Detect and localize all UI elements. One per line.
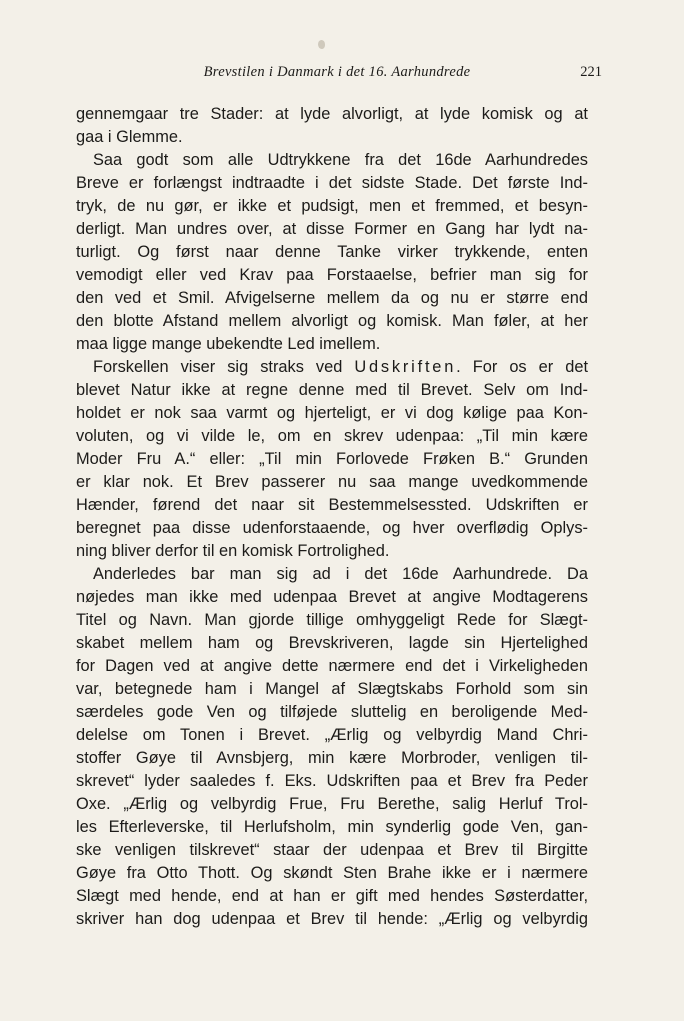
text-line: Hænder, førend det naar sit Bestemmelsessted. Udskriften er: [76, 496, 588, 514]
text-line: var, betegnede ham i Mangel af Slægtskabs Forhold som sin: [76, 680, 588, 698]
text-line: Slægt med hende, end at han er gift med hendes Søsterdatter,: [76, 887, 588, 905]
text-line: [76, 356, 588, 379]
body-text: [76, 103, 588, 931]
text-line: skabet mellem ham og Brevskriveren, lagde sin Hjertelighed: [76, 634, 588, 652]
text-line: den blotte Afstand mellem alvorligt og komisk. Man føler, at her: [76, 312, 588, 330]
text-line: derligt. Man undres over, at disse Former en Gang har lydt na-: [76, 220, 588, 238]
text-line: holdet er nok saa varmt og hjerteligt, er vi dog kølige paa Kon-: [76, 404, 588, 422]
text-line: ning bliver derfor til en komisk Fortrolighed.: [76, 542, 390, 560]
page-header: [72, 64, 602, 86]
text-line: turligt. Og først naar denne Tanke virker trykkende, enten: [76, 243, 588, 261]
text-line: skriver han dog udenpaa et Brev til hende: „Ærlig og velbyrdig: [76, 910, 588, 928]
text-line: den ved et Smil. Afvigelserne mellem da og nu er større end: [76, 289, 588, 307]
text-segment: Forskellen viser sig straks ved: [93, 358, 355, 376]
text-line: Titel og Navn. Man gjorde tillige omhyggeligt Rede for Slægt-: [76, 611, 588, 629]
text-line: ske venligen tilskrevet“ staar der udenpaa et Brev til Birgitte: [76, 841, 588, 859]
text-line: beregnet paa disse udenforstaaende, og hver overflødig Oplys-: [76, 519, 588, 537]
text-line: skrevet“ lyder saaledes f. Eks. Udskriften paa et Brev fra Peder: [76, 772, 588, 790]
page-number: 221: [580, 64, 602, 80]
text-line: les Efterleverske, til Herlufsholm, min synderlig gode Ven, gan-: [76, 818, 588, 836]
text-line: tryk, de nu gør, er ikke et pudsigt, men et fremmed, et besyn-: [76, 197, 588, 215]
text-line: stoffer Gøye til Avnsbjerg, min kære Morbroder, venligen til-: [76, 749, 588, 767]
running-title: Brevstilen i Danmark i det 16. Aarhundrede: [203, 64, 471, 80]
text-line: Oxe. „Ærlig og velbyrdig Frue, Fru Berethe, salig Herluf Trol-: [76, 795, 588, 813]
text-line: Moder Fru A.“ eller: „Til min Forlovede Frøken B.“ Grunden: [76, 450, 588, 468]
text-line: særdeles gode Ven og tilføjede sluttelig en beroligende Med-: [76, 703, 588, 721]
text-line: Breve er forlængst indtraadte i det sidste Stade. Det første Ind-: [76, 174, 588, 192]
paper-speck: [318, 40, 325, 49]
text-line: nøjedes man ikke med udenpaa Brevet at angive Modtagerens: [76, 588, 588, 606]
text-line: maa ligge mange ubekendte Led imellem.: [76, 335, 381, 353]
text-line: er klar nok. Et Brev passerer nu saa mange uvedkommende: [76, 473, 588, 491]
text-line: voluten, og vi vilde le, om en skrev udenpaa: „Til min kære: [76, 427, 588, 445]
text-line: Saa godt som alle Udtrykkene fra det 16de Aarhundredes: [93, 151, 588, 169]
text-segment: . For os er det: [456, 358, 589, 376]
text-line: blevet Natur ikke at regne denne med til Brevet. Selv om Ind-: [76, 381, 588, 399]
spaced-emphasis: Udskriften: [354, 358, 457, 376]
text-line: for Dagen ved at angive dette nærmere end det i Virkeligheden: [76, 657, 588, 675]
text-line: gaa i Glemme.: [76, 128, 183, 146]
text-line: Gøye fra Otto Thott. Og skøndt Sten Brahe ikke er i nærmere: [76, 864, 588, 882]
text-line: delelse om Tonen i Brevet. „Ærlig og velbyrdig Mand Chri-: [76, 726, 588, 744]
text-line: Anderledes bar man sig ad i det 16de Aarhundrede. Da: [93, 565, 588, 583]
text-line: vemodigt eller ved Krav paa Forstaaelse, befrier man sig for: [76, 266, 588, 284]
text-line: gennemgaar tre Stader: at lyde alvorligt, at lyde komisk og at: [76, 105, 588, 123]
